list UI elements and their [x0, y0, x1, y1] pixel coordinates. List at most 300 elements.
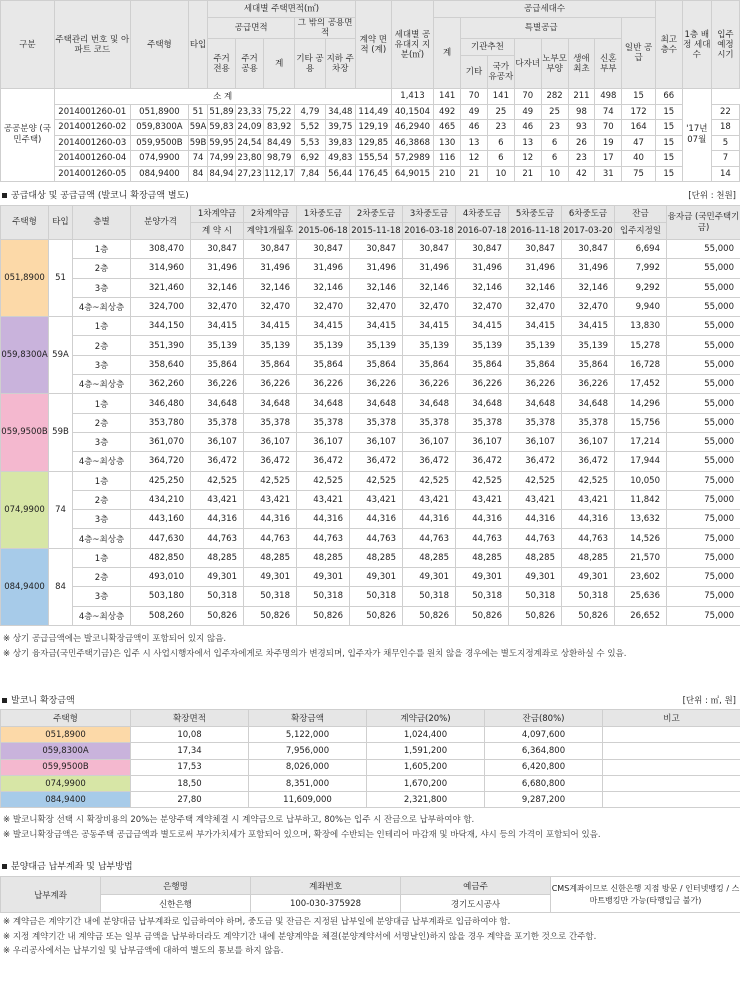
table-cell: 051,8900 [130, 104, 188, 120]
amount-cell: 55,000 [667, 278, 740, 297]
hdr-p-mid6: 6차중도금 [562, 206, 615, 223]
amount-cell: 425,250 [131, 471, 191, 490]
amount-cell: 34,648 [191, 394, 244, 413]
amount-cell: 32,470 [509, 297, 562, 316]
floor-cell: 2층 [73, 336, 131, 355]
amount-cell: 34,415 [403, 317, 456, 336]
balcony-cell [603, 727, 740, 743]
price-row [1, 432, 740, 451]
amount-cell: 75,000 [667, 490, 740, 509]
amount-cell: 43,421 [456, 490, 509, 509]
table-cell: 15 [655, 151, 682, 167]
table-cell: 7 [711, 151, 739, 167]
table-cell: 155,54 [355, 151, 391, 167]
table-cell: 46,3868 [391, 135, 434, 151]
amount-cell: 35,139 [562, 336, 615, 355]
amount-cell: 17,452 [615, 375, 667, 394]
balcony-notes [3, 813, 601, 842]
hdr-parking: 지하 주차장 [325, 39, 355, 89]
amount-cell: 35,378 [509, 413, 562, 432]
amount-cell: 35,864 [562, 355, 615, 374]
hdr-exclusive: 주거 전용 [208, 39, 236, 89]
amount-cell: 44,763 [509, 529, 562, 548]
table-cell: 51,89 [208, 104, 236, 120]
table-cell: 17 [595, 151, 622, 167]
amount-cell: 75,000 [667, 548, 740, 567]
amount-cell: 35,864 [509, 355, 562, 374]
balcony-cell: 17,34 [131, 743, 249, 759]
amount-cell: 32,470 [562, 297, 615, 316]
sum-cell: 70 [514, 89, 541, 105]
balcony-cell: 2,321,800 [367, 792, 485, 808]
hdr-first-floor: 1층 배정 세대수 [682, 1, 711, 89]
amount-cell: 48,285 [456, 548, 509, 567]
sum-cell: 1,413 [391, 89, 434, 105]
amount-cell: 50,318 [509, 587, 562, 606]
amount-cell: 50,826 [244, 606, 297, 625]
amount-cell: 48,285 [244, 548, 297, 567]
sum-cell: 141 [487, 89, 514, 105]
amount-cell: 32,146 [191, 278, 244, 297]
amount-cell: 34,648 [350, 394, 403, 413]
table-cell: 31 [595, 166, 622, 182]
move-in-value: '17년 07월 [682, 89, 711, 182]
amount-cell: 55,000 [667, 394, 740, 413]
hdr-p-mid3: 3차중도금 [403, 206, 456, 223]
balcony-cell: 17,53 [131, 759, 249, 775]
table-cell: 10 [541, 166, 568, 182]
balcony-cell: 9,287,200 [485, 792, 603, 808]
table-cell: 13 [514, 135, 541, 151]
amount-cell: 36,472 [509, 452, 562, 471]
table-cell: 40,1504 [391, 104, 434, 120]
floor-cell: 2층 [73, 259, 131, 278]
amount-cell: 32,146 [244, 278, 297, 297]
hdr-multi-child: 다자녀 [514, 39, 541, 89]
amount-cell: 36,107 [562, 432, 615, 451]
price-row [1, 490, 740, 509]
amount-cell: 32,146 [403, 278, 456, 297]
floor-cell: 3층 [73, 510, 131, 529]
amount-cell: 32,146 [350, 278, 403, 297]
price-row [1, 529, 740, 548]
balcony-cell: 27,80 [131, 792, 249, 808]
amount-cell: 42,525 [403, 471, 456, 490]
hdr-b-area: 확장면적 [131, 710, 249, 727]
payment-table [0, 876, 740, 913]
table-cell: 129,85 [355, 135, 391, 151]
supply-info-table [0, 0, 740, 182]
hdr-complex-code: 주택관리 번호 및 아파트 코드 [54, 1, 130, 89]
amount-cell: 36,472 [403, 452, 456, 471]
hdr-p-mid2-date: 2015-11-18 [350, 223, 403, 240]
hdr-p-mid1-date: 2015-06-18 [297, 223, 350, 240]
table-cell: 116 [434, 151, 461, 167]
table-cell: 18 [711, 120, 739, 136]
amount-cell: 55,000 [667, 452, 740, 471]
table-cell: 23 [541, 120, 568, 136]
hdr-p-loan: 융자금 (국민주택기금) [667, 206, 740, 240]
amount-cell: 434,210 [131, 490, 191, 509]
amount-cell: 44,763 [244, 529, 297, 548]
hdr-p-mid3-date: 2016-03-18 [403, 223, 456, 240]
table-cell: 47 [622, 135, 656, 151]
amount-cell: 32,470 [297, 297, 350, 316]
amount-cell: 30,847 [562, 240, 615, 259]
balcony-section-title: 발코니 확장금액 [단위 : ㎡, 원] [0, 694, 740, 708]
table-cell: 130 [434, 135, 461, 151]
table-cell: 21 [461, 166, 488, 182]
price-note: ※ 상기 공급금액에는 발코니확장금액이 포함되어 있지 않음. [3, 634, 227, 644]
amount-cell: 34,415 [350, 317, 403, 336]
amount-cell: 43,421 [191, 490, 244, 509]
price-row [1, 587, 740, 606]
amount-cell: 50,318 [244, 587, 297, 606]
floor-cell: 1층 [73, 240, 131, 259]
amount-cell: 9,292 [615, 278, 667, 297]
amount-cell: 42,525 [350, 471, 403, 490]
housing-type-cell: 084,9400 [1, 548, 49, 625]
amount-cell: 30,847 [244, 240, 297, 259]
price-unit: [단위 : 천원] [688, 191, 736, 201]
amount-cell: 55,000 [667, 413, 740, 432]
amount-cell: 44,763 [191, 529, 244, 548]
table-cell: 24,09 [236, 120, 264, 136]
payment-note: ※ 우리공사에서는 납부기일 및 납부금액에 대하여 별도의 통보를 하지 않음. [3, 946, 284, 956]
amount-cell: 36,472 [456, 452, 509, 471]
group-label: 공공분양 (국민주택) [1, 89, 55, 182]
amount-cell: 23,602 [615, 568, 667, 587]
type-cell: 59A [49, 317, 73, 394]
amount-cell: 49,301 [244, 568, 297, 587]
balcony-cell: 1,024,400 [367, 727, 485, 743]
amount-cell: 34,415 [191, 317, 244, 336]
amount-cell: 35,378 [350, 413, 403, 432]
amount-cell: 30,847 [191, 240, 244, 259]
sum-row [1, 89, 740, 105]
bank-name: 신한은행 [101, 895, 251, 913]
table-cell: 74 [189, 151, 208, 167]
table-cell: 39,83 [325, 135, 355, 151]
amount-cell: 503,180 [131, 587, 191, 606]
table-cell: 75 [622, 166, 656, 182]
table-cell: 2014001260-01 [54, 104, 130, 120]
amount-cell: 35,864 [244, 355, 297, 374]
table-cell: 40 [622, 151, 656, 167]
floor-cell: 2층 [73, 490, 131, 509]
amount-cell: 50,318 [297, 587, 350, 606]
amount-cell: 314,960 [131, 259, 191, 278]
amount-cell: 32,146 [562, 278, 615, 297]
hdr-p-floor: 층별 [73, 206, 131, 240]
hdr-area-group: 세대별 주택면적(㎡) [208, 1, 356, 18]
amount-cell: 35,378 [562, 413, 615, 432]
table-cell: 84 [189, 166, 208, 182]
amount-cell: 35,139 [244, 336, 297, 355]
table-cell: 49 [514, 104, 541, 120]
price-row [1, 297, 740, 316]
hdr-holder: 예금주 [401, 877, 551, 895]
amount-cell: 362,260 [131, 375, 191, 394]
amount-cell: 42,525 [456, 471, 509, 490]
table-cell: 74,99 [208, 151, 236, 167]
amount-cell: 50,826 [456, 606, 509, 625]
sum-label: 소 계 [54, 89, 391, 105]
amount-cell: 346,480 [131, 394, 191, 413]
table-cell: 172 [622, 104, 656, 120]
amount-cell: 35,139 [350, 336, 403, 355]
amount-cell: 10,050 [615, 471, 667, 490]
amount-cell: 321,460 [131, 278, 191, 297]
hdr-agency-other: 기타 [461, 56, 488, 89]
hdr-b-deposit: 계약금(20%) [367, 710, 485, 727]
amount-cell: 44,763 [297, 529, 350, 548]
amount-cell: 13,830 [615, 317, 667, 336]
table-cell: 084,9400 [130, 166, 188, 182]
amount-cell: 34,648 [297, 394, 350, 413]
payment-notes [3, 915, 596, 959]
amount-cell: 48,285 [509, 548, 562, 567]
amount-cell: 49,301 [350, 568, 403, 587]
amount-cell: 44,316 [509, 510, 562, 529]
hdr-p-mid5: 5차중도금 [509, 206, 562, 223]
table-cell: 2014001260-05 [54, 166, 130, 182]
balcony-cell: 1,591,200 [367, 743, 485, 759]
amount-cell: 50,826 [297, 606, 350, 625]
price-row [1, 394, 740, 413]
table-cell: 2014001260-03 [54, 135, 130, 151]
amount-cell: 42,525 [191, 471, 244, 490]
amount-cell: 35,378 [456, 413, 509, 432]
balcony-cell [603, 792, 740, 808]
amount-cell: 31,496 [297, 259, 350, 278]
balcony-note: ※ 발코니확장금액은 공동주택 공급금액과 별도로써 부가가치세가 포함되어 있으며, 확장에 수반되는 인테리어 마감재 및 바닥재, 샤시 등의 가격이 포함되어 있음. [3, 829, 601, 840]
amount-cell: 50,318 [191, 587, 244, 606]
price-section-title: 공급대상 및 공급금액 (발코니 확장금액 별도) [단위 : 천원] [0, 189, 740, 203]
amount-cell: 49,301 [509, 568, 562, 587]
price-row [1, 317, 740, 336]
hdr-agency: 기관추천 [461, 39, 515, 56]
hdr-units-group: 공급세대수 [434, 1, 656, 18]
hdr-p-mid6-date: 2017-03-20 [562, 223, 615, 240]
amount-cell: 32,470 [191, 297, 244, 316]
amount-cell: 49,301 [456, 568, 509, 587]
hdr-p-mid4-date: 2016-07-18 [456, 223, 509, 240]
amount-cell: 50,826 [403, 606, 456, 625]
floor-cell: 4층~최상층 [73, 529, 131, 548]
hdr-b-amount: 확장금액 [249, 710, 367, 727]
balcony-row [1, 727, 740, 743]
balcony-cell: 6,364,800 [485, 743, 603, 759]
type-cell: 74 [49, 471, 73, 548]
amount-cell: 44,763 [562, 529, 615, 548]
amount-cell: 31,496 [562, 259, 615, 278]
table-row [1, 151, 740, 167]
amount-cell: 17,214 [615, 432, 667, 451]
amount-cell: 36,226 [562, 375, 615, 394]
amount-cell: 43,421 [562, 490, 615, 509]
balcony-type-cell: 059,8300A [1, 743, 131, 759]
price-row [1, 471, 740, 490]
amount-cell: 364,720 [131, 452, 191, 471]
amount-cell: 50,826 [350, 606, 403, 625]
table-cell: 46 [461, 120, 488, 136]
amount-cell: 35,378 [403, 413, 456, 432]
amount-cell: 14,296 [615, 394, 667, 413]
price-row [1, 452, 740, 471]
table-cell: 15 [655, 104, 682, 120]
table-cell: 98,79 [264, 151, 295, 167]
amount-cell: 32,470 [244, 297, 297, 316]
amount-cell: 49,301 [562, 568, 615, 587]
hdr-newlywed: 신혼 부부 [595, 39, 622, 89]
amount-cell: 30,847 [403, 240, 456, 259]
price-row [1, 259, 740, 278]
table-cell: 19 [595, 135, 622, 151]
table-cell: 164 [622, 120, 656, 136]
amount-cell: 36,472 [244, 452, 297, 471]
table-row [1, 104, 740, 120]
table-cell: 34,48 [325, 104, 355, 120]
amount-cell: 49,301 [403, 568, 456, 587]
amount-cell: 361,070 [131, 432, 191, 451]
amount-cell: 36,107 [350, 432, 403, 451]
table-cell: 6 [541, 135, 568, 151]
amount-cell: 50,318 [456, 587, 509, 606]
hdr-type: 타입 [189, 1, 208, 89]
amount-cell: 34,415 [297, 317, 350, 336]
table-cell: 56,44 [325, 166, 355, 182]
bullet-icon [2, 193, 7, 198]
amount-cell: 15,278 [615, 336, 667, 355]
amount-cell: 25,636 [615, 587, 667, 606]
hdr-p-balance-sub: 입주지정일 [615, 223, 667, 240]
amount-cell: 44,316 [244, 510, 297, 529]
floor-cell: 4층~최상층 [73, 297, 131, 316]
amount-cell: 7,992 [615, 259, 667, 278]
amount-cell: 34,648 [456, 394, 509, 413]
hdr-contract-area: 계약 면적 (계) [355, 1, 391, 89]
table-cell: 59,83 [208, 120, 236, 136]
floor-cell: 2층 [73, 413, 131, 432]
amount-cell: 324,700 [131, 297, 191, 316]
amount-cell: 36,226 [456, 375, 509, 394]
amount-cell: 43,421 [350, 490, 403, 509]
amount-cell: 31,496 [244, 259, 297, 278]
hdr-b-note: 비고 [603, 710, 740, 727]
amount-cell: 447,630 [131, 529, 191, 548]
table-cell: 14 [711, 166, 739, 182]
amount-cell: 48,285 [297, 548, 350, 567]
amount-cell: 44,763 [456, 529, 509, 548]
amount-cell: 36,472 [350, 452, 403, 471]
type-cell: 84 [49, 548, 73, 625]
hdr-move-in: 입주 예정 시기 [711, 1, 739, 89]
price-row [1, 278, 740, 297]
amount-cell: 75,000 [667, 529, 740, 548]
table-cell: 7,84 [295, 166, 325, 182]
amount-cell: 34,648 [244, 394, 297, 413]
hdr-merit: 국가 유공자 [487, 56, 514, 89]
amount-cell: 55,000 [667, 432, 740, 451]
balcony-cell: 1,670,200 [367, 775, 485, 791]
table-cell: 49,83 [325, 151, 355, 167]
amount-cell: 34,415 [509, 317, 562, 336]
amount-cell: 34,415 [562, 317, 615, 336]
balcony-cell: 11,609,000 [249, 792, 367, 808]
balcony-type-cell: 074,9900 [1, 775, 131, 791]
amount-cell: 36,226 [191, 375, 244, 394]
amount-cell: 75,000 [667, 510, 740, 529]
hdr-p-housing-type: 주택형 [1, 206, 49, 240]
hdr-p-mid2: 2차중도금 [350, 206, 403, 223]
balcony-cell: 4,097,600 [485, 727, 603, 743]
amount-cell: 75,000 [667, 587, 740, 606]
floor-cell: 3층 [73, 355, 131, 374]
bullet-icon [2, 698, 7, 703]
table-row [1, 135, 740, 151]
table-cell: 42 [568, 166, 595, 182]
amount-cell: 32,470 [403, 297, 456, 316]
housing-type-cell: 059,9500B [1, 394, 49, 471]
amount-cell: 26,652 [615, 606, 667, 625]
hdr-max-floor: 최고 층수 [655, 1, 682, 89]
amount-cell: 50,826 [509, 606, 562, 625]
amount-cell: 344,150 [131, 317, 191, 336]
hdr-p-dep1: 1차계약금 [191, 206, 244, 223]
amount-cell: 48,285 [562, 548, 615, 567]
price-row [1, 413, 740, 432]
amount-cell: 75,000 [667, 568, 740, 587]
table-cell: 5 [711, 135, 739, 151]
price-row [1, 510, 740, 529]
amount-cell: 55,000 [667, 317, 740, 336]
amount-cell: 6,694 [615, 240, 667, 259]
table-cell: 93 [568, 120, 595, 136]
amount-cell: 44,316 [350, 510, 403, 529]
amount-cell: 44,763 [350, 529, 403, 548]
hdr-elderly: 노부모 부양 [541, 39, 568, 89]
table-cell: 46,2940 [391, 120, 434, 136]
table-cell: 24,54 [236, 135, 264, 151]
table-cell: 74 [595, 104, 622, 120]
table-cell: 4,79 [295, 104, 325, 120]
sum-cell: 141 [434, 89, 461, 105]
table-cell: 2014001260-02 [54, 120, 130, 136]
floor-cell: 4층~최상층 [73, 375, 131, 394]
amount-cell: 9,940 [615, 297, 667, 316]
table-cell: 22 [711, 104, 739, 120]
amount-cell: 35,139 [297, 336, 350, 355]
table-cell: 23,33 [236, 104, 264, 120]
amount-cell: 35,139 [191, 336, 244, 355]
floor-cell: 4층~최상층 [73, 452, 131, 471]
table-cell: 59,95 [208, 135, 236, 151]
balcony-cell [603, 743, 740, 759]
hdr-p-mid1: 1차중도금 [297, 206, 350, 223]
table-cell: 6,92 [295, 151, 325, 167]
price-note: ※ 상기 융자금(국민주택기금)은 입주 시 사업시행자에서 입주자에게로 차주명의가 변경되며, 입주자가 채무인수를 원치 않을 경우에는 별도지정계좌로 상환하실 수 있음. [3, 648, 627, 659]
amount-cell: 35,139 [509, 336, 562, 355]
amount-cell: 32,146 [456, 278, 509, 297]
amount-cell: 49,301 [191, 568, 244, 587]
amount-cell: 50,826 [191, 606, 244, 625]
payment-method-note: CMS계좌이므로 신한은행 지점 방문 / 인터넷뱅킹 / 스마트뱅킹만 가능(타행입금 불가) [551, 877, 740, 913]
amount-cell: 43,421 [244, 490, 297, 509]
table-cell: 6 [487, 151, 514, 167]
balcony-row [1, 743, 740, 759]
hdr-general: 일반 공급 [622, 18, 656, 89]
